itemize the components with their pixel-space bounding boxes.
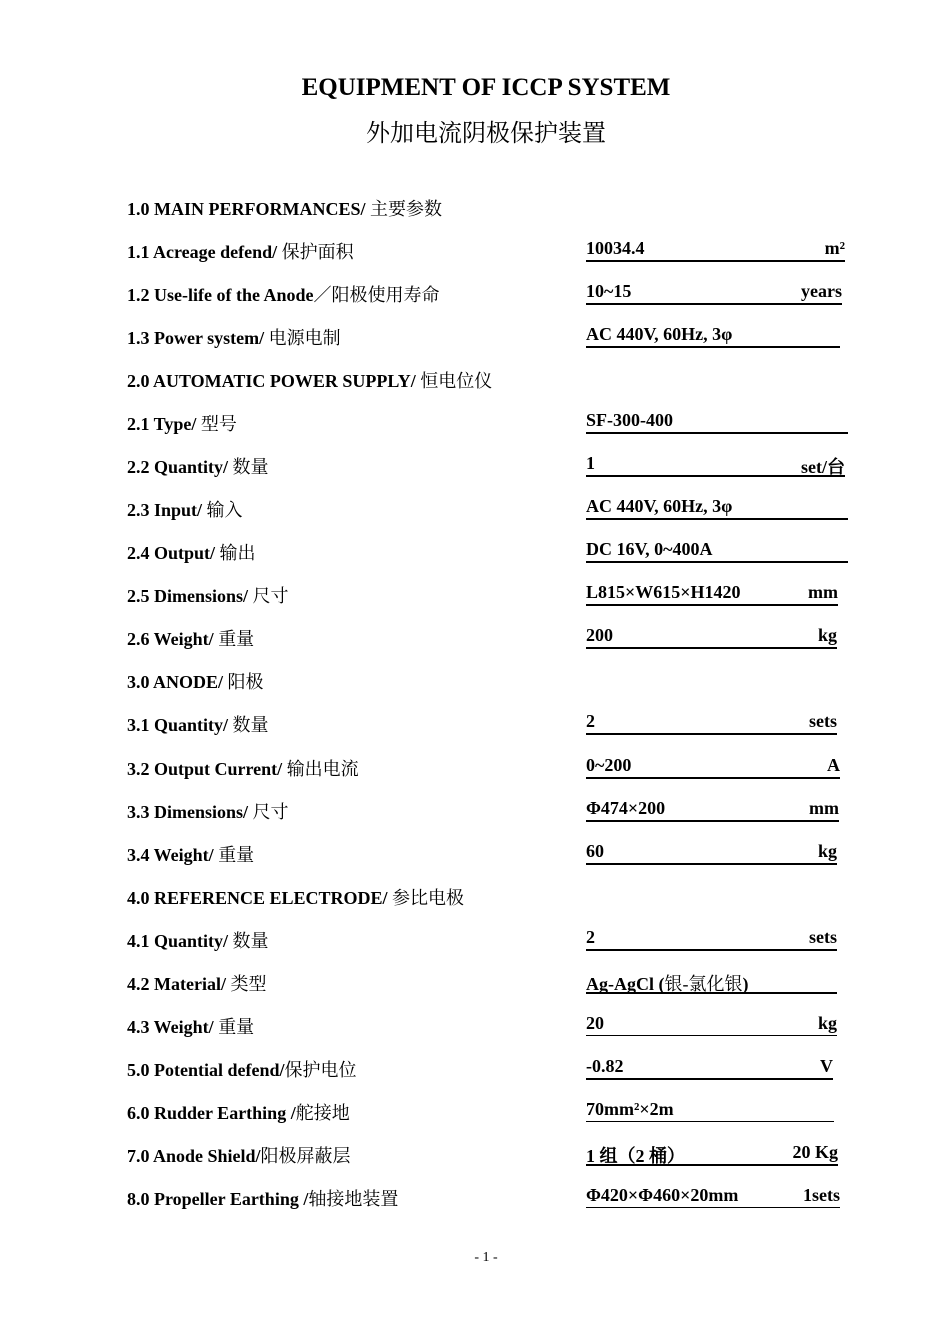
row-label: 4.3 Weight/ 重量	[127, 1017, 255, 1037]
row-label: 5.0 Potential defend/保护电位	[127, 1060, 357, 1080]
section-reference-electrode	[0, 880, 950, 910]
row-label: 2.2 Quantity/ 数量	[127, 457, 269, 477]
row-value: Ag-AgCl (银-氯化银)	[586, 970, 837, 994]
row-value: 10034.4 m²	[586, 238, 845, 262]
row-label: 2.1 Type/ 型号	[127, 414, 237, 434]
section-main-performances	[0, 191, 950, 221]
row-value: SF-300-400	[586, 410, 848, 434]
row-value: AC 440V, 60Hz, 3φ	[586, 324, 840, 348]
row-value: DC 16V, 0~400A	[586, 539, 848, 563]
row-label: 2.6 Weight/ 重量	[127, 629, 255, 649]
row-propeller-earthing	[0, 1181, 950, 1211]
row-anode-shield	[0, 1138, 950, 1168]
row-label: 1.1 Acreage defend/ 保护面积	[127, 242, 354, 262]
row-power-system	[0, 320, 950, 350]
row-output	[0, 535, 950, 565]
row-dimensions-supply	[0, 578, 950, 608]
row-value: -0.82 V	[586, 1056, 833, 1080]
row-value: 0~200 A	[586, 755, 840, 779]
section-anode	[0, 664, 950, 694]
row-potential-defend	[0, 1052, 950, 1082]
row-label: 8.0 Propeller Earthing /轴接地装置	[127, 1189, 399, 1209]
row-value: 70mm²×2m	[586, 1099, 834, 1122]
row-label: 1.2 Use-life of the Anode／阳极使用寿命	[127, 285, 440, 305]
row-value: 60 kg	[586, 841, 837, 865]
row-value: L815×W615×H1420 mm	[586, 582, 838, 606]
row-anode-use-life	[0, 277, 950, 307]
row-value: AC 440V, 60Hz, 3φ	[586, 496, 848, 520]
row-label: 4.2 Material/ 类型	[127, 974, 267, 994]
row-type	[0, 406, 950, 436]
row-value: 2 sets	[586, 711, 837, 735]
row-anode-dimensions	[0, 794, 950, 824]
row-anode-quantity	[0, 707, 950, 737]
row-label: 7.0 Anode Shield/阳极屏蔽层	[127, 1146, 351, 1166]
row-input	[0, 492, 950, 522]
row-quantity-supply	[0, 449, 950, 479]
row-value: 20 kg	[586, 1013, 837, 1036]
row-electrode-quantity	[0, 923, 950, 953]
row-value: 1 组（2 桶） 20 Kg	[586, 1142, 838, 1166]
page-number: - 1 -	[474, 1250, 498, 1265]
row-value: Φ474×200 mm	[586, 798, 839, 822]
row-acreage-defend	[0, 234, 950, 264]
row-value: 200 kg	[586, 625, 837, 649]
row-label: 3.1 Quantity/ 数量	[127, 715, 269, 735]
row-label: 2.0 AUTOMATIC POWER SUPPLY/ 恒电位仪	[127, 371, 493, 391]
row-anode-weight	[0, 837, 950, 867]
row-label: 2.5 Dimensions/ 尺寸	[127, 586, 289, 606]
row-label: 4.1 Quantity/ 数量	[127, 931, 269, 951]
row-electrode-weight	[0, 1009, 950, 1039]
row-rudder-earthing	[0, 1095, 950, 1125]
row-label: 1.0 MAIN PERFORMANCES/ 主要参数	[127, 199, 442, 219]
row-label: 6.0 Rudder Earthing /舵接地	[127, 1103, 350, 1123]
row-label: 2.4 Output/ 输出	[127, 543, 256, 563]
row-value: 1 set/台	[586, 453, 845, 477]
row-label: 3.0 ANODE/ 阳极	[127, 672, 264, 692]
row-value: 10~15 years	[586, 281, 842, 305]
row-label: 3.3 Dimensions/ 尺寸	[127, 802, 289, 822]
row-value: 2 sets	[586, 927, 837, 951]
section-automatic-power-supply	[0, 363, 950, 393]
row-value: Φ420×Φ460×20mm 1sets	[586, 1185, 840, 1208]
row-label: 4.0 REFERENCE ELECTRODE/ 参比电极	[127, 888, 465, 908]
row-label: 3.4 Weight/ 重量	[127, 845, 255, 865]
row-label: 3.2 Output Current/ 输出电流	[127, 759, 359, 779]
row-label: 2.3 Input/ 输入	[127, 500, 243, 520]
document-title: EQUIPMENT OF ICCP SYSTEM	[301, 74, 671, 101]
row-label: 1.3 Power system/ 电源电制	[127, 328, 341, 348]
row-electrode-material	[0, 966, 950, 996]
row-output-current	[0, 751, 950, 781]
row-weight-supply	[0, 621, 950, 651]
document-subtitle: 外加电流阴极保护装置	[366, 121, 606, 147]
